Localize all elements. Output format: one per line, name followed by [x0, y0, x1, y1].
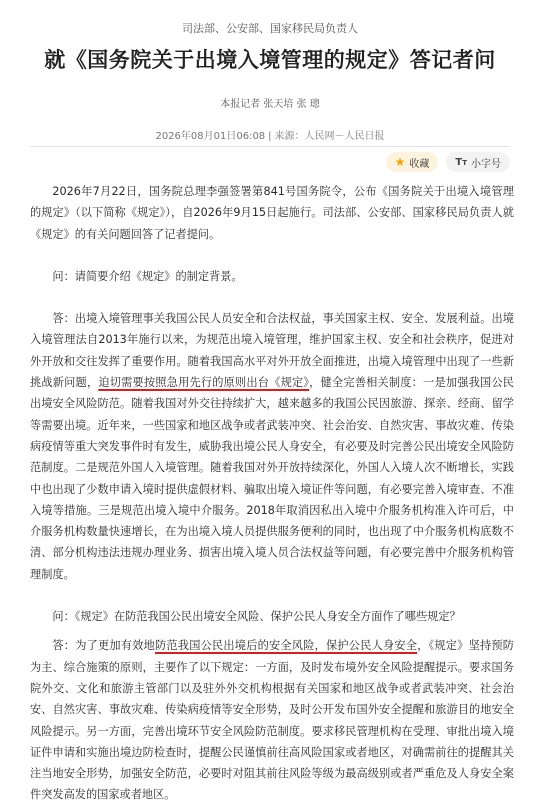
article-source: 来源：人民网－人民日报 [274, 131, 385, 142]
meta-separator: | [268, 131, 272, 142]
favorite-button[interactable] [386, 152, 439, 172]
article-body [30, 181, 514, 806]
publish-date: 2026年08月01日06:08 [155, 131, 266, 142]
answer-2: 答：为了更加有效地防范我国公民出境后的安全风险，保护公民人身安全，《规定》坚持预防为主、综合施策的原则，主要作了以下规定：一方面，及时发布境外安全风险提醒提示。要求国务院外交、文化和旅游主管部门以及驻外外交机构根据有关国家和地区战争或者武装冲突、社会治安、自然灾害、事故灾难、传染病疫情等安全形势，及时公开发布国外安全提醒和旅游目的地安全风险提示。另一方面，完善出境环节安全风险防范制度。要求移民管理机构在受理、审批出境入境证件申请和实施出境边防检查时，提醒公民谨慎前往高风险国家或者地区，对确需前往的提醒其关注当地安全形势，加强安全防范，必要时对阻其前往风险等级为最高级别或者严重危及人身安全案件突发高发的国家或者地区。 [30, 639, 514, 802]
favorite-label: 收藏 [409, 158, 430, 170]
article-toolbar [386, 152, 510, 172]
article-kicker: 司法部、公安部、国家移民局负责人 [182, 22, 358, 35]
font-size-icon: TT [455, 156, 467, 168]
highlight-underline-2: 防范我国公民出境后的安全风险，保护公民人身安全 [155, 639, 418, 653]
header-divider [30, 146, 510, 147]
highlight-underline-1: 迫切需要按照急用先行的原则出台《规定》 [98, 376, 310, 390]
article-reporter: 本报记者 张天培 张 璁 [220, 99, 320, 110]
question-2: 问：《规定》在防范我国公民出境安全风险、保护公民人身安全方面作了哪些规定？ [52, 610, 461, 624]
star-icon: ★ [394, 155, 406, 169]
font-size-button[interactable] [446, 152, 510, 172]
intro-paragraph: 2026年7月22日，国务院总理李强签署第841号国务院令，公布《国务院关于出境入境管理的规定》（以下简称《规定》），自2026年9月15日起施行。司法部、公安部、国家移民局负责人就《规定》的有关问题回答了记者提问。 [30, 185, 514, 241]
question-1: 问：请简要介绍《规定》的制定背景。 [52, 269, 243, 283]
font-size-label: 小字号 [471, 158, 501, 170]
article-title: 就《国务院关于出境入境管理的规定》答记者问 [44, 48, 496, 72]
article-meta [0, 127, 540, 142]
answer-1: 答：出境入境管理事关我国公民人员安全和合法权益，事关国家主权、安全、发展利益。出境入境管理法自2013年施行以来，为规范出境入境管理，维护国家主权、安全和社会秩序，促进对外开放和交往发挥了重要作用。随着我国高水平对外开放全面推进，出境入境管理中出现了一些新挑战新问题，迫切需要按照急用先行的原则出台《规定》，健全完善相关制度：一是加强我国公民出境安全风险防范。随着我国对外交往持续扩大，越来越多的我国公民因旅游、探亲、经商、留学等需要出境。近年来，一些国家和地区战争或者武装冲突、社会治安、自然灾害、事故灾难、传染病疫情等重大突发事件时有发生，威胁我出境公民人身安全，有必要及时完善公民出境安全风险防范制度。二是规范外国人入境管理。随着我国对外开放持续深化，外国人入境人次不断增长，实践中也出现了少数申请入境时提供虚假材料、骗取出境入境证件等问题，有必要完善入境审查、不准入境等措施。三是规范出境入境中介服务。2018年取消因私出入境中介服务机构准入许可后，中介服务机构数量快速增长，在为出境入境人员提供服务便利的同时，也出现了中介服务机构底数不清、部分机构违法违规办理业务、损害出境入境人员合法权益等问题，有必要完善中介服务机构管理制度。 [30, 312, 514, 581]
